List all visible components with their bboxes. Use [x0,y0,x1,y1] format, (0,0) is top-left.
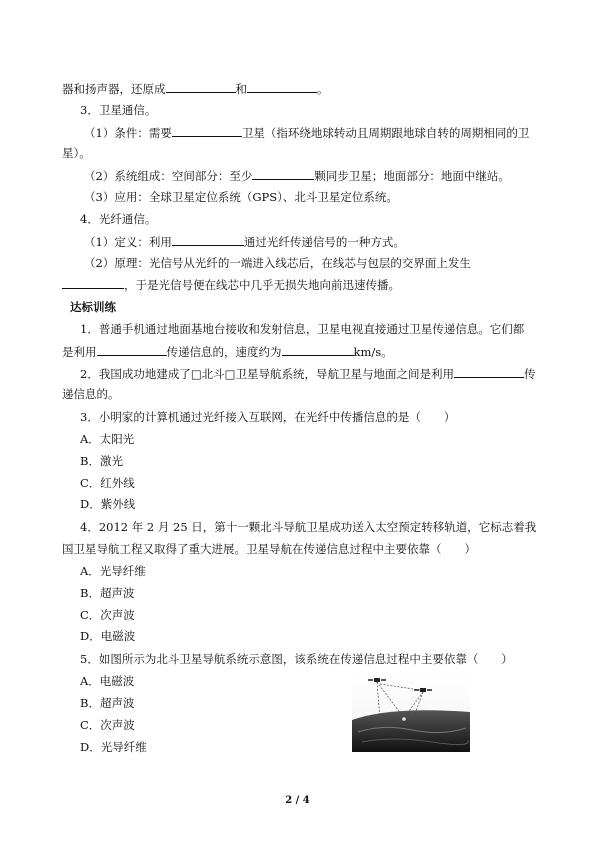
blank-8 [282,344,354,356]
question-1-line-1: 1．普通手机通过地面基地台接收和发射信息，卫星电视直接通过卫星传递信息。它们都 [80,322,525,336]
question-3-option-d: D．紫外线 [80,497,136,511]
question-5-stem: 5．如图所示为北斗卫星导航系统示意图，该系统在传递信息过程中主要依靠（ ） [80,652,513,666]
text-line-1: 器和扬声器，还原成 和 。 [62,82,329,96]
blank-7 [97,344,167,356]
question-5-option-c: C．次声波 [80,718,135,732]
text-line-8: （1）定义：利用 通过光纤传递信号的一种方式。 [84,235,405,249]
blank-1 [166,81,236,93]
section-title-practice: 达标训练 [70,300,116,314]
question-4-line-1: 4．2012 年 2 月 25 日，第十一颗北斗导航卫星成功送入太空预定转移轨道，它标志着我 [80,520,537,534]
text-line-3: （1）条件：需要 卫星（指环绕地球转动且周期跟地球自转的周期相同的卫 [84,126,530,140]
blank-9 [454,366,524,378]
question-4-option-b: B．超声波 [80,586,135,600]
question-3-option-b: B．激光 [80,454,123,468]
question-5-option-d: D．光导纤维 [80,740,147,754]
question-4-line-2: 国卫星导航工程又取得了重大进展。卫星导航在传递信息过程中主要依靠（ ） [62,542,476,556]
beidou-navigation-figure [352,672,470,752]
question-5-option-b: B．超声波 [80,696,135,710]
text-line-5: （2）系统组成：空间部分：至少 颗同步卫星；地面部分：地面中继站。 [84,169,510,183]
text-line-4: 星）。 [62,146,91,160]
blank-3 [172,125,242,137]
blank-2 [247,81,317,93]
question-4-option-a: A．光导纤维 [80,564,146,578]
heading-fiber: 4．光纤通信。 [80,212,157,226]
question-2-line-1: 2．我国成功地建成了□北斗□卫星导航系统，导航卫星与地面之间是利用 传 [80,367,536,381]
blank-4 [252,168,314,180]
question-4-option-c: C．次声波 [80,608,135,622]
question-3-option-a: A．太阳光 [80,432,135,446]
question-3-option-c: C．红外线 [80,476,135,490]
question-3-stem: 3．小明家的计算机通过光纤接入互联网，在光纤中传播信息的是（ ） [80,410,456,424]
question-4-option-d: D．电磁波 [80,629,136,643]
page-number: 2 / 4 [285,795,310,806]
text-line-9: （2）原理：光信号从光纤的一端进入线芯后，在线芯与包层的交界面上发生 [84,256,471,270]
ground-station-icon [402,717,406,721]
heading-satellite: 3．卫星通信。 [80,103,157,117]
blank-5 [172,234,244,246]
question-5-option-a: A．电磁波 [80,674,135,688]
text-line-10: ，于是光信号便在线芯中几乎无损失地向前迅速传播。 [62,277,542,292]
text-line-6: （3）应用：全球卫星定位系统（GPS）、北斗卫星定位系统。 [84,190,398,204]
blank-6 [62,277,124,289]
question-1-line-2: 是利用 传递信息的，速度约为 km/s。 [62,345,393,359]
question-2-line-2: 递信息的。 [62,387,120,401]
